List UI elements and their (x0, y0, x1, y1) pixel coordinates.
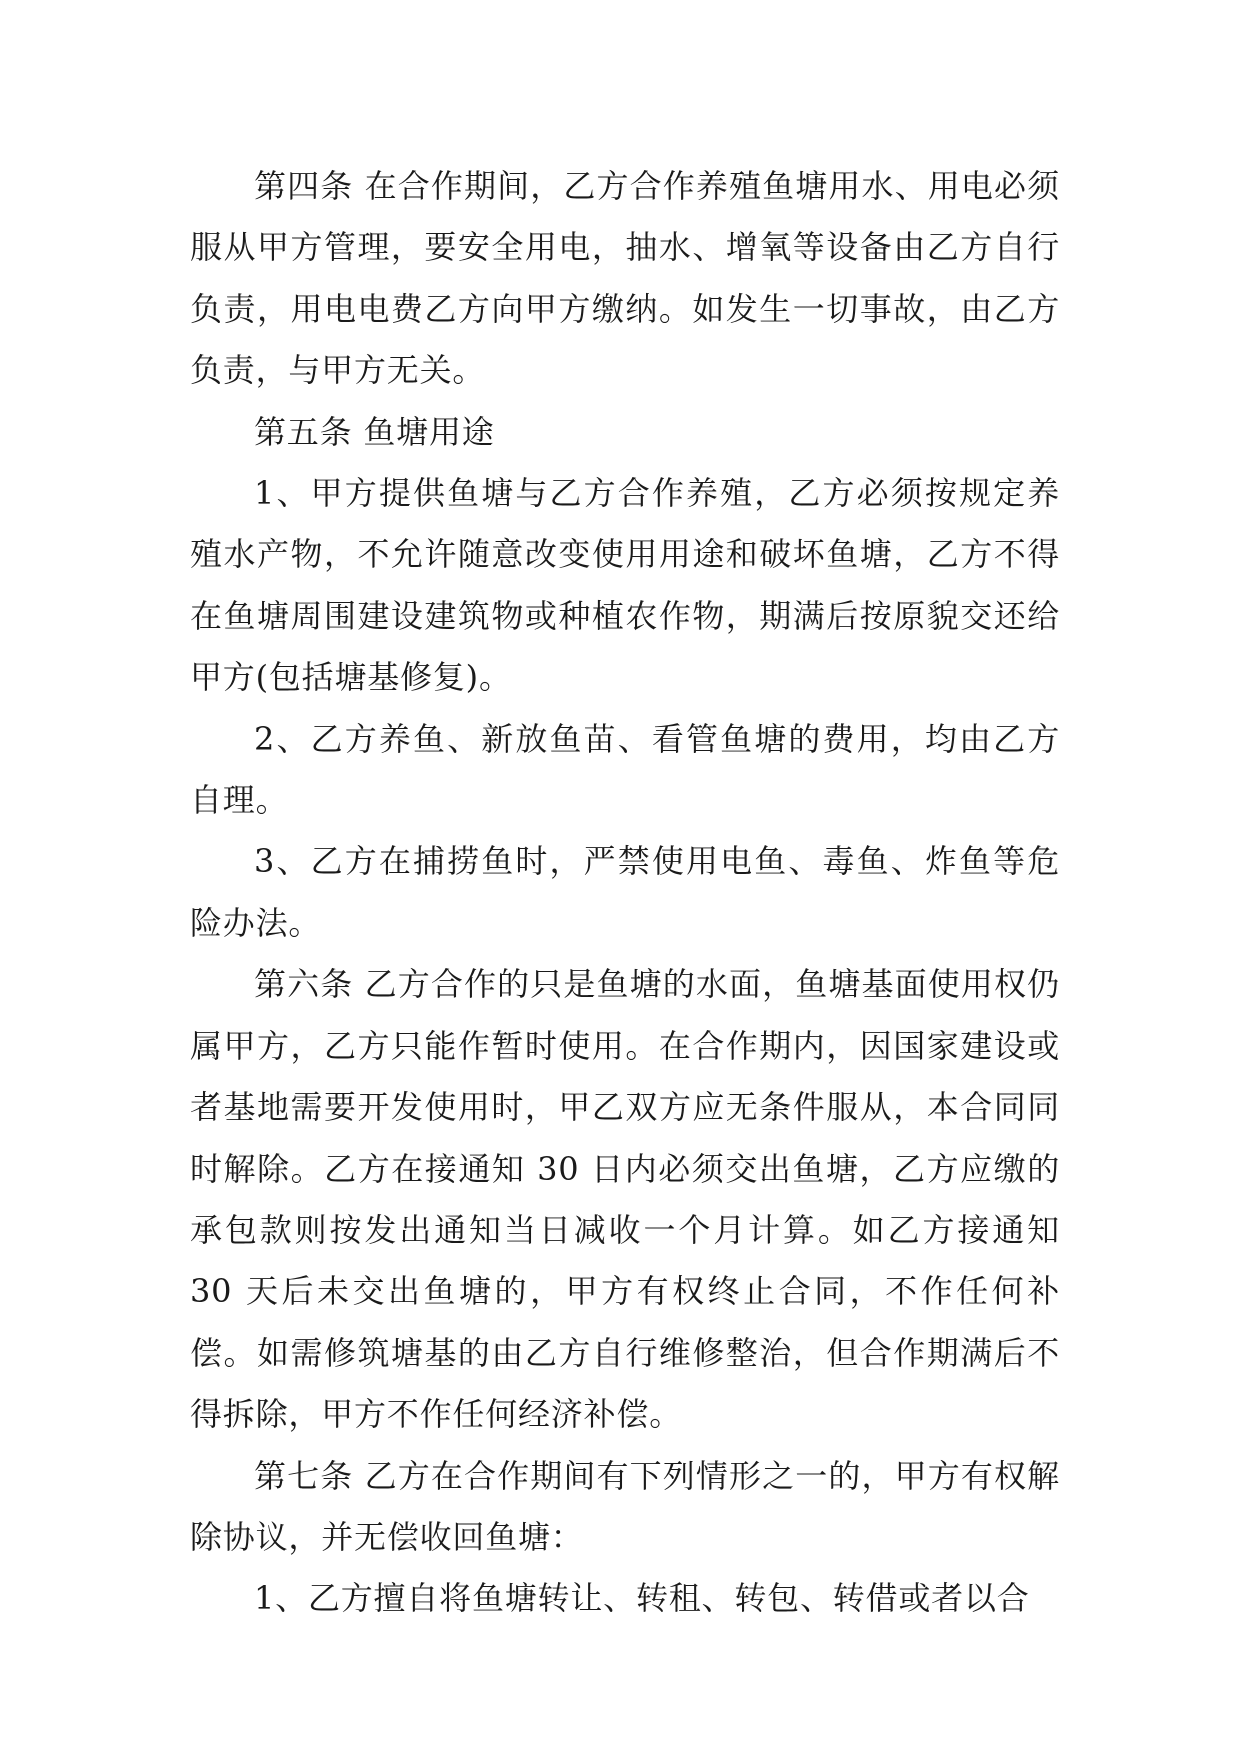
article-5-heading: 第五条 鱼塘用途 (254, 412, 495, 451)
article-5-item-1: 1、甲方提供鱼塘与乙方合作养殖，乙方必须按规定养殖水产物，不允许随意改变使用用途和破坏鱼塘，乙方不得在鱼塘周围建设建筑物或种植农作物，期满后按原貌交还给甲方(包括塘基修复)。 (190, 474, 1060, 697)
article-5-item-2: 2、乙方养鱼、新放鱼苗、看管鱼塘的费用，均由乙方自理。 (190, 719, 1060, 820)
article-4-paragraph: 第四条 在合作期间，乙方合作养殖鱼塘用水、用电必须服从甲方管理，要安全用电，抽水、增氧等设备由乙方自行负责，用电电费乙方向甲方缴纳。如发生一切事故，由乙方负责，与甲方无关。 (190, 167, 1060, 390)
article-6-paragraph: 第六条 乙方合作的只是鱼塘的水面，鱼塘基面使用权仍属甲方，乙方只能作暂时使用。在合作期内，因国家建设或者基地需要开发使用时，甲乙双方应无条件服从，本合同同时解除。乙方在接通知 30 日内必须交出鱼塘，乙方应缴的承包款则按发出通知当日减收一个月计算。如乙方接通知 30 天后未交出鱼塘的，甲方有权终止合同，不作任何补偿。如需修筑塘基的由乙方自行维修整治，但合作期满后不得拆除，甲方不作任何经济补偿。 (190, 965, 1060, 1434)
article-5-item-3: 3、乙方在捕捞鱼时，严禁使用电鱼、毒鱼、炸鱼等危险办法。 (190, 842, 1060, 942)
document-body (190, 156, 1060, 1630)
article-7-item-1: 1、乙方擅自将鱼塘转让、转租、转包、转借或者以合 (254, 1579, 1030, 1618)
article-7-paragraph: 第七条 乙方在合作期间有下列情形之一的，甲方有权解除协议，并无偿收回鱼塘： (190, 1456, 1060, 1556)
